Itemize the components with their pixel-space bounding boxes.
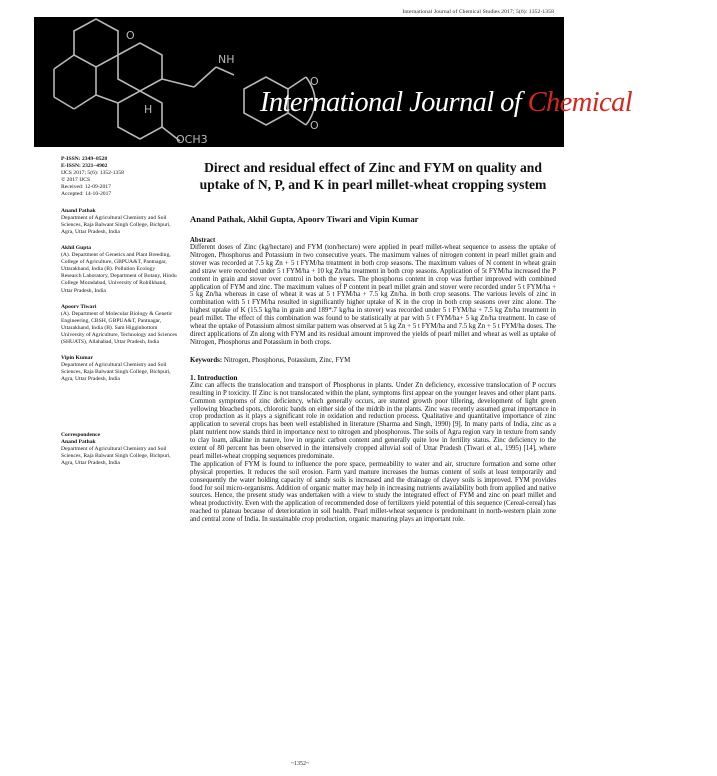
e-issn: E-ISSN: 2321–4902 <box>61 163 108 170</box>
affiliation-text: Department of Agricultural Chemistry and Soil Sciences, Raja Balwant Singh College, Bichpuri, Agra, Uttar Pradesh, India <box>61 362 171 383</box>
author-list: Anand Pathak, Akhil Gupta, Apoorv Tiwari and Vipin Kumar <box>190 214 419 224</box>
affiliation-text: (A). Department of Molecular Biology & Genetic Engineering, CBSH, GBPUA&T, Pantnagar, Uttarakhand, India (B). Sam Higginbottom University of Agriculture, Technology and Sciences (SHUATS), Allahabad, Uttar Pradesh, India <box>61 310 178 346</box>
keywords-list: Nitrogen, Phosphorus, Potassium, Zinc, FYM <box>222 356 351 364</box>
correspondence-text: Department of Agricultural Chemistry and Soil Sciences, Raja Balwant Singh College, Bichpuri, Agra, Uttar Pradesh, India <box>61 445 171 466</box>
svg-text:O: O <box>310 75 319 88</box>
page-number: ~1352~ <box>290 761 310 767</box>
keywords <box>190 357 556 364</box>
introduction-paragraph: The application of FYM is found to influence the pore space, permeability to water and air, structure formation and some other physical properties. It reduces the soil erosion. Farm yard manure increases the humas content of soils at least temporarily and consequently the water holding capacity of sandy soils is increased and the drainage of clayey soils is improved. FYM provides food for soil micro-organisms. Addition of organic matter may help in increasing nutrients availability both from applied and native sources. Hence, the present study was undertaken with a view to study the integrated effect of FYM and zinc on pearl millet and wheat productivity. Even with the application of recommended dose of fertilizers yield potential of this sequence (Cereal-cereal) has reached to plateau because of deterioration in soil health. Pearl millet-wheat sequence is predominant in north-western plain zone and central zone of India. In sustainable crop production, organic manuring plays an important role. <box>190 460 556 524</box>
introduction-paragraph: Zinc can affects the translocation and transport of Phosphorus in plants. Under Zn deficiency, excessive translocation of P occurs resulting in P toxicity. If Zinc is not translocated within the plant, symptoms first appear on the younger leaves and other plant parts. Common symptoms of zinc deficiency, which generally occurs, are stunted growth poor tillering, development of light green yellowing bleached spots, chlorotic bands on either side of the midrib in the plants. Zinc was recently assumed great importance in crop production as it plays a significant role in oxidation and reduction process. Qualitative and quantitative importance of zinc application to several crops has been well established in literature (Sharma and Singh, 1990) [9]. In many parts of India, zinc as a plant nutrient now stands third in importance next to nitrogen and phosphorous. The soils of Agra region vary in texture from sandy to clay loam, alkaline in nature, low in organic carbon content and generally quite low in fertility status. Zinc deficiency to the extent of 80 percent has been observed in the intensively cropped alluvial soil of Uttar Pradesh (Tiwari et al., 1995) [14], where pearl millet-wheat cropping sequences predominate. <box>190 381 556 460</box>
affiliation-name: Vipin Kumar <box>61 355 93 362</box>
received-date: Received: 12-09-2017 <box>61 184 111 191</box>
journal-reference: IJCS 2017; 5(6): 1352-1358 <box>61 170 124 177</box>
svg-text:H: H <box>144 103 153 116</box>
journal-title: International Journal of Chemical Studies <box>260 87 717 118</box>
running-header: International Journal of Chemical Studies 2017; 5(6): 1352-1358 <box>402 9 554 15</box>
affiliation-text: (A). Department of Genetics and Plant Breeding, College of Agriculture, GBPUA&T, Pantnagar, Uttarakhand, India (B). Pollution Ecology Research Laboratory, Department of Botany, Hindu College Moradabad, University of Rohilkhand, Uttar Pradesh, India <box>61 252 177 294</box>
correspondence-name: Anand Pathak <box>61 438 96 445</box>
accepted-date: Accepted: 14-10-2017 <box>61 191 112 198</box>
correspondence-heading: Correspondence <box>61 431 101 438</box>
svg-text:O: O <box>310 119 319 132</box>
main-content <box>190 160 556 524</box>
keywords-label: Keywords: <box>190 356 223 364</box>
journal-banner <box>34 17 717 147</box>
p-issn: P-ISSN: 2349–8528 <box>61 156 108 162</box>
svg-text:O: O <box>126 29 135 42</box>
abstract-heading: Abstract <box>190 237 216 244</box>
chemical-structure-graphic <box>34 17 564 147</box>
sidebar <box>61 156 177 467</box>
affiliation-name: Apoorv Tiwari <box>61 303 97 310</box>
affiliation-text: Department of Agricultural Chemistry and Soil Sciences, Raja Balwant Singh College, Bichpuri, Agra, Uttar Pradesh, India <box>61 214 171 235</box>
abstract-text: Different doses of Zinc (kg/hectare) and FYM (ton/hectare) were applied in pearl millet-wheat sequence to assess the uptake of Nitrogen, Phosphorus and Potassium in two consecutive years. The maximum values of nitrogen content in pearl millet grain and stover was recorded at 7.5 kg Zn + 5 t FYM/ha treatment in both crop seasons. The maximum values of N content in wheat grain and straw were recorded under 5 t FYM/ha + 10 kg Zn/ha treatment in both crop seasons. Application of 5t FYM/ha increased the P content in grain and stover over control in both the years. The phosphorus content in crop was further improved with combined application of FYM and zinc. The maximum values of P content in pearl millet grain and stover were recorded under 5 t FYM/ha + 5 kg Zn/ha whereas in case of wheat it was at 5 t FYM/ha + 7.5 kg Zn/ha. in both crop seasons. The various levels of zinc in combination with 5 t FYM/ha resulted in significantly higher uptake of K in the crop in both crop seasons over zinc alone. The highest uptake of K (15.5 kg/ha in grain and 189*.7 kg/ha in stover) was recorded under 5 t FYM/ha + 7.5 kg Zn/ha treatment in pearl millet. The effect of this combination was found to be statistically at par with 5 t FYM/ha+ 5 kg Zn/ha treatment. In case of wheat the uptake of Potassium almost similar pattern was observed at 5 kg Zn + 5 t FYM/ha and 7.5 kg Zn + 5 t FYM/ha doses. The direct applications of Zn along with FYM and its residual amount improved the yields of pearl millet and wheat as well as uptake of Nitrogen, Phosphorus and Potassium in both crops. <box>190 244 556 346</box>
paper-title: Direct and residual effect of Zinc and FYM on quality and uptake of N, P, and K in pearl millet-wheat cropping system <box>199 160 547 192</box>
affiliation-name: Akhil Gupta <box>61 244 92 251</box>
copyright: © 2017 IJCS <box>61 177 91 184</box>
svg-text:OCH3: OCH3 <box>176 133 208 146</box>
introduction-heading: 1. Introduction <box>190 372 238 382</box>
publication-meta <box>61 156 177 199</box>
svg-text:NH: NH <box>218 53 235 66</box>
affiliation-name: Anand Pathak <box>61 207 96 214</box>
